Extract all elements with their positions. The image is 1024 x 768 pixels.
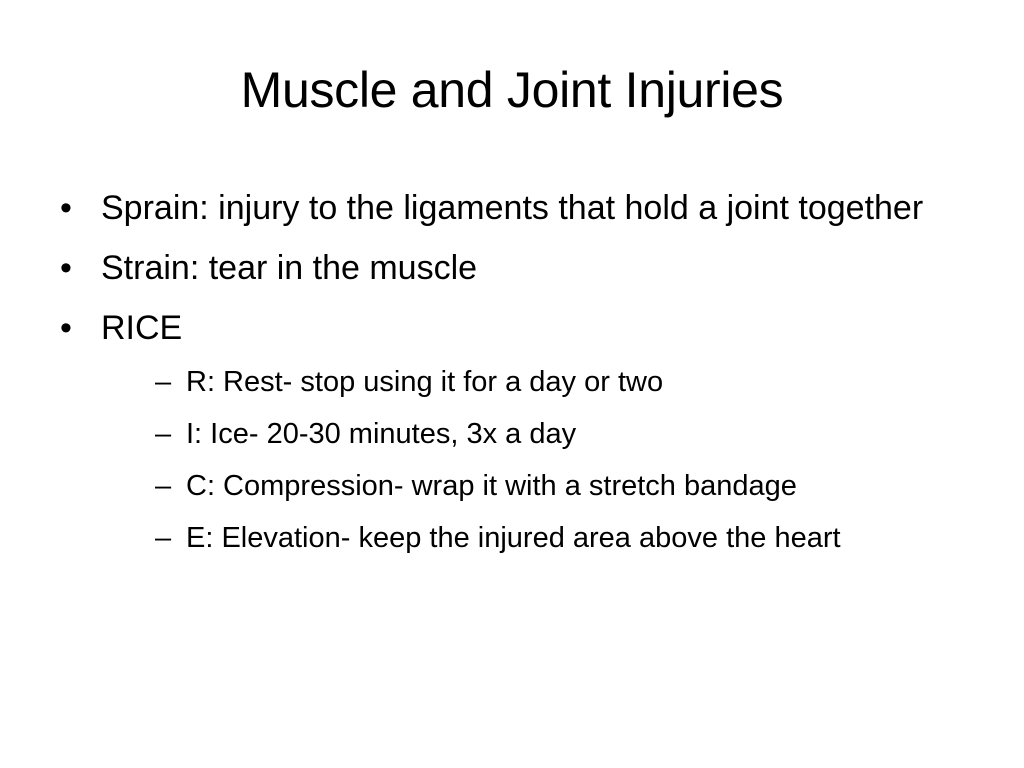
sub-bullet-elevation	[141, 518, 980, 558]
slide-title: Muscle and Joint Injuries	[240, 62, 784, 118]
bullet-marker: •	[60, 309, 72, 347]
bullet-text: Strain: tear in the muscle	[101, 249, 478, 287]
bullet-item-sprain	[60, 186, 980, 230]
sub-bullet-ice	[141, 414, 980, 454]
bullet-item-rice	[60, 306, 980, 558]
sub-bullet-marker: –	[155, 522, 172, 554]
slide-body	[60, 186, 980, 574]
sub-bullet-compression	[141, 466, 980, 506]
bullet-text: RICE	[101, 309, 183, 347]
sub-bullet-text: I: Ice- 20-30 minutes, 3x a day	[186, 418, 577, 450]
bullet-marker: •	[60, 189, 72, 227]
sub-bullet-text: R: Rest- stop using it for a day or two	[186, 366, 664, 398]
sub-bullet-rest	[141, 362, 980, 402]
sub-bullet-text: C: Compression- wrap it with a stretch bandage	[186, 470, 797, 502]
rice-sub-list	[101, 362, 980, 558]
sub-bullet-text: E: Elevation- keep the injured area above the heart	[186, 522, 841, 554]
sub-bullet-marker: –	[155, 470, 172, 502]
sub-bullet-marker: –	[155, 366, 172, 398]
sub-bullet-marker: –	[155, 418, 172, 450]
bullet-text: Sprain: injury to the ligaments that hold a joint together	[101, 189, 924, 227]
bullet-item-strain	[60, 246, 980, 290]
bullet-marker: •	[60, 249, 72, 287]
